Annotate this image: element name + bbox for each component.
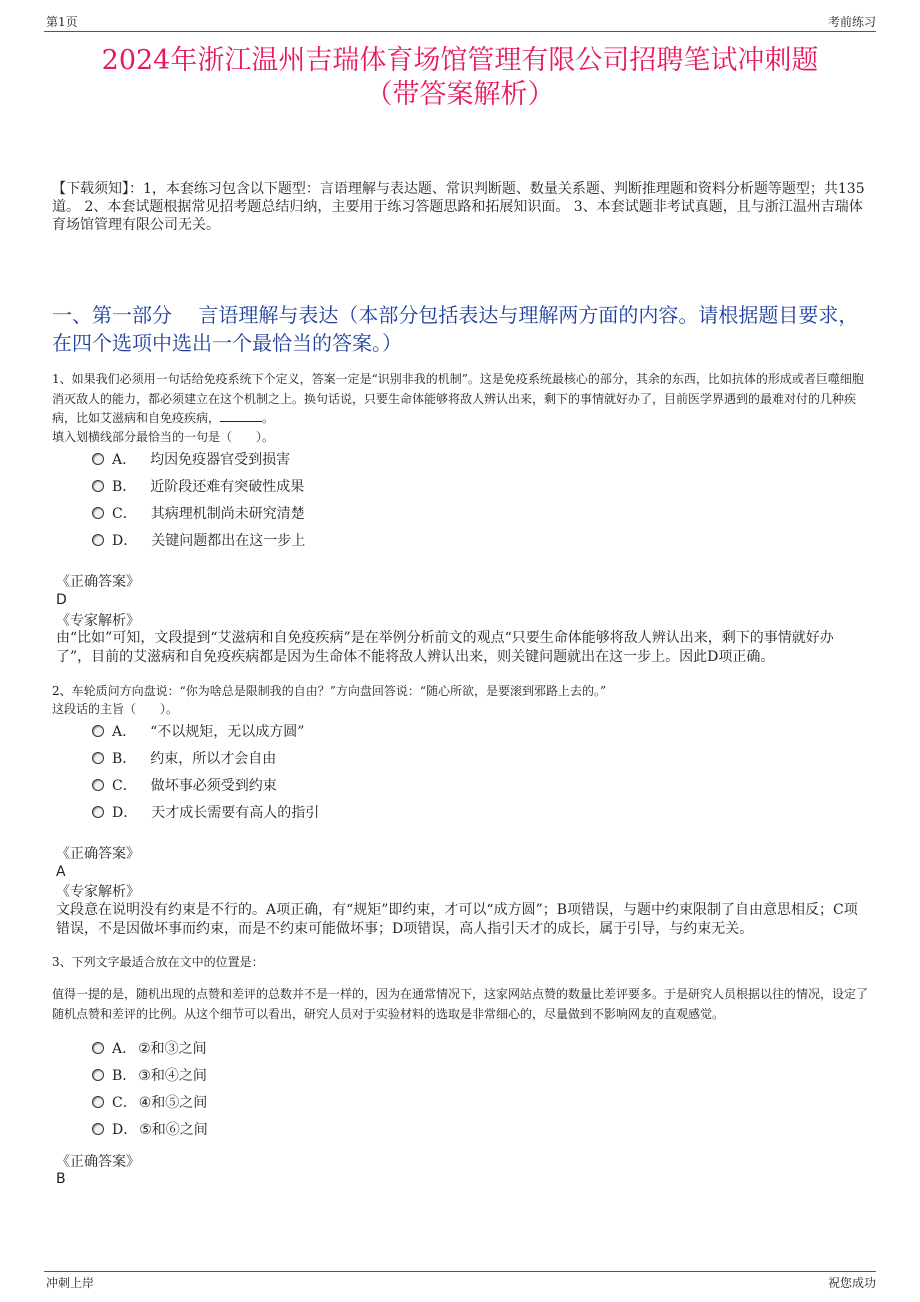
analysis-label: 《专家解析》	[56, 613, 140, 629]
analysis-label: 《专家解析》	[56, 884, 140, 900]
question-1-prompt: 填入划横线部分最恰当的一句是（ ）。	[52, 430, 275, 444]
question-1-text: 1、如果我们必须用一句话给免疫系统下个定义，答案一定是“识别非我的机制”。这是免疫系统最核心的部分，其余的东西，比如抗体的形成或者巨噬细胞消灭敌人的能力，都必须建立在这个机制之上。换句话说，只要生命体能够将敌人辨认出来，剩下的事情就好办了，目前医学界遇到的最难对付的几种疾病，比如艾滋病和自免疫疾病，	[52, 372, 864, 425]
question-3-option-b[interactable]	[92, 1066, 207, 1086]
question-3-passage: 值得一提的是，随机出现的点赞和差评的总数并不是一样的，因为在通常情况下，这家网站点赞的数量比差评要多。于是研究人员根据以往的情况，设定了随机点赞和差评的比例。从这个细节可以看出，研究人员对于实验材料的选取是非常细心的，尽量做到不影响网友的直观感觉。	[52, 987, 869, 1021]
radio-button-icon[interactable]	[92, 1069, 104, 1081]
radio-button-icon[interactable]	[92, 725, 104, 737]
question-1-option-a[interactable]	[92, 450, 290, 470]
option-letter: B．	[112, 479, 137, 495]
option-text: 近阶段还难有突破性成果	[150, 479, 305, 495]
section-heading: 一、第一部分 言语理解与表达（本部分包括表达与理解两方面的内容。请根据题目要求，在四个选项中选出一个最恰当的答案。）	[52, 303, 859, 355]
option-text: ⑤和⑥之间	[139, 1122, 208, 1138]
question-3-option-d[interactable]	[92, 1120, 208, 1140]
title-line-2: （带答案解析）	[365, 79, 555, 110]
option-text: 关键问题都出在这一步上	[151, 533, 306, 549]
footer-left-text: 冲刺上岸	[46, 1276, 95, 1290]
question-1-answer: D	[56, 592, 67, 608]
option-text: 天才成长需要有高人的指引	[151, 805, 320, 821]
radio-button-icon[interactable]	[92, 453, 104, 465]
option-text: 做坏事必须受到约束	[150, 778, 277, 794]
option-text: ③和④之间	[138, 1068, 207, 1084]
fill-blank	[220, 411, 262, 422]
radio-button-icon[interactable]	[92, 507, 104, 519]
radio-button-icon[interactable]	[92, 779, 104, 791]
title-line-1: 2024年浙江温州吉瑞体育场馆管理有限公司招聘笔试冲刺题	[101, 45, 819, 76]
question-2-option-b[interactable]	[92, 749, 276, 769]
option-letter: A．	[112, 452, 137, 468]
question-3-option-a[interactable]	[92, 1039, 207, 1059]
option-text: 其病理机制尚未研究清楚	[150, 506, 305, 522]
radio-button-icon[interactable]	[92, 1042, 104, 1054]
question-3-option-c[interactable]	[92, 1093, 207, 1113]
question-3-answer: B	[56, 1171, 66, 1187]
question-2-option-a[interactable]	[92, 722, 304, 742]
question-1-option-d[interactable]	[92, 531, 305, 551]
option-letter: C．	[112, 778, 137, 794]
answer-label: 《正确答案》	[56, 574, 140, 590]
radio-button-icon[interactable]	[92, 480, 104, 492]
question-1-analysis: 由“比如”可知，文段提到“艾滋病和自免疫疾病”是在举例分析前文的观点“只要生命体能够将敌人辨认出来，剩下的事情就好办了”，目前的艾滋病和自免疫疾病都是因为生命体不能将敌人辨认出来，则关键问题就出在这一步上。因此D项正确。	[56, 630, 834, 665]
radio-button-icon[interactable]	[92, 1096, 104, 1108]
question-2-analysis: 文段意在说明没有约束是不行的。A项正确，有“规矩”即约束，才可以“成方圆”；B项错误，与题中约束限制了自由意思相反；C项错误，不是因做坏事而约束，而是不约束可能做坏事；D项错误，高人指引天才的成长，属于引导，与约束无关。	[56, 902, 858, 937]
answer-label: 《正确答案》	[56, 846, 140, 862]
question-1-stem	[52, 370, 872, 429]
option-text: 约束，所以才会自由	[150, 751, 277, 767]
answer-label: 《正确答案》	[56, 1154, 140, 1170]
option-letter: C．	[112, 1095, 137, 1111]
question-1-option-b[interactable]	[92, 477, 304, 497]
option-text: 均因免疫器官受到损害	[150, 452, 291, 468]
option-text: “不以规矩，无以成方圆”	[150, 724, 305, 740]
question-2-answer: A	[56, 864, 66, 880]
option-letter: B．	[112, 751, 137, 767]
radio-button-icon[interactable]	[92, 806, 104, 818]
option-text: ②和③之间	[138, 1041, 207, 1057]
option-letter: D．	[112, 805, 138, 821]
footer-divider	[44, 1271, 876, 1272]
radio-button-icon[interactable]	[92, 1123, 104, 1135]
question-2-prompt: 这段话的主旨（ ）。	[52, 702, 179, 716]
question-3-stem: 3、下列文字最适合放在文中的位置是：	[52, 955, 264, 969]
option-letter: C．	[112, 506, 137, 522]
header-right-text: 考前练习	[827, 15, 876, 29]
option-letter: A．	[112, 724, 137, 740]
footer-right-text: 祝您成功	[827, 1276, 876, 1290]
header-divider	[44, 31, 876, 32]
option-letter: D．	[112, 1122, 138, 1138]
question-2-option-d[interactable]	[92, 803, 319, 823]
option-letter: A．	[112, 1041, 137, 1057]
question-2-stem: 2、车轮质问方向盘说：“你为啥总是限制我的自由？”方向盘回答说：“随心所欲，是要滚到邪路上去的。”	[52, 684, 607, 698]
option-text: ④和⑤之间	[138, 1095, 208, 1111]
radio-button-icon[interactable]	[92, 752, 104, 764]
page-title	[40, 44, 880, 112]
download-notice: 【下载须知】：1，本套练习包含以下题型：言语理解与表达题、常识判断题、数量关系题、判断推理题和资料分析题等题型；共135道。 2、本套试题根据常见招考题总结归纳，主要用于练习答题思路和拓展知识面。 3、本套试题非考试真题，且与浙江温州吉瑞体育场馆管理有限公司无关。	[52, 181, 865, 233]
radio-button-icon[interactable]	[92, 534, 104, 546]
page-number: 第1页	[46, 15, 78, 29]
question-1-tail: 。	[262, 411, 275, 425]
option-letter: D．	[112, 533, 138, 549]
option-letter: B．	[112, 1068, 137, 1084]
question-2-option-c[interactable]	[92, 776, 277, 796]
question-1-option-c[interactable]	[92, 504, 305, 524]
